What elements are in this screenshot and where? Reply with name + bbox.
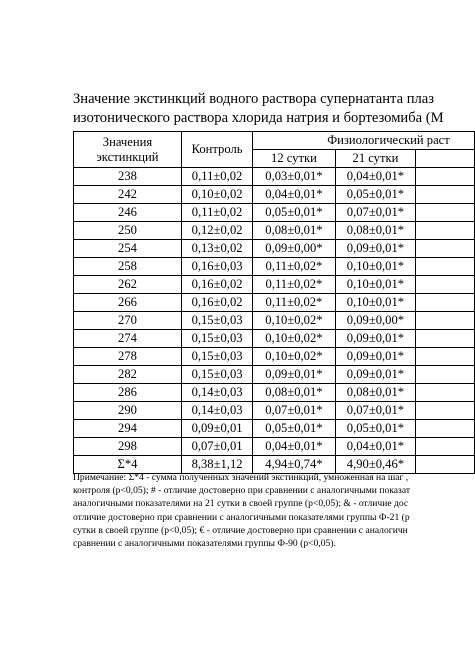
table-cell: 242 bbox=[74, 186, 182, 204]
table-cell: 0,10±0,01* bbox=[335, 276, 416, 294]
table-row bbox=[74, 312, 475, 330]
table-cell-cut-off bbox=[416, 402, 475, 420]
table-note bbox=[73, 471, 475, 550]
table-cell: 0,10±0,01* bbox=[335, 294, 416, 312]
header-day-21: 21 сутки bbox=[335, 150, 416, 168]
note-line-6: сравнении с аналогичными показателями группы Ф-90 (p<0,05). bbox=[73, 538, 336, 550]
table-cell: 0,12±0,02 bbox=[181, 222, 252, 240]
table-cell: 0,09±0,00* bbox=[253, 240, 335, 258]
table-row bbox=[74, 186, 475, 204]
table-cell: 270 bbox=[74, 312, 182, 330]
table-row bbox=[74, 384, 475, 402]
table-cell: Σ*4 bbox=[74, 456, 182, 474]
table-cell: 0,04±0,01* bbox=[335, 168, 416, 186]
table-cell: 258 bbox=[74, 258, 182, 276]
table-cell: 0,08±0,01* bbox=[253, 222, 335, 240]
table-row bbox=[74, 204, 475, 222]
table-cell: 0,16±0,02 bbox=[181, 276, 252, 294]
table-cell: 0,09±0,01* bbox=[335, 366, 416, 384]
table-cell: 0,04±0,01* bbox=[253, 438, 335, 456]
table-cell: 0,04±0,01* bbox=[253, 186, 335, 204]
table-cell-cut-off bbox=[416, 204, 475, 222]
table-cell: 0,10±0,02* bbox=[253, 348, 335, 366]
table-cell: 0,09±0,01* bbox=[335, 348, 416, 366]
table-cell: 0,14±0,03 bbox=[181, 402, 252, 420]
table-cell: 0,10±0,02 bbox=[181, 186, 252, 204]
header-physiological-group: Физиологический раст bbox=[253, 132, 475, 150]
caption-line-1: Значение экстинкций водного раствора супернатанта плаз bbox=[73, 91, 435, 107]
table-cell-cut-off bbox=[416, 258, 475, 276]
table-cell: 0,08±0,01* bbox=[335, 384, 416, 402]
header-cut-off bbox=[416, 150, 475, 168]
table-cell: 0,07±0,01 bbox=[181, 438, 252, 456]
table-cell-cut-off bbox=[416, 222, 475, 240]
table-cell: 0,05±0,01* bbox=[253, 204, 335, 222]
table-cell-cut-off bbox=[416, 384, 475, 402]
table-cell: 0,09±0,00* bbox=[335, 312, 416, 330]
table-cell: 0,14±0,03 bbox=[181, 384, 252, 402]
table-cell: 0,11±0,02* bbox=[253, 258, 335, 276]
table-cell: 0,15±0,03 bbox=[181, 348, 252, 366]
table-cell-cut-off bbox=[416, 294, 475, 312]
table-cell: 266 bbox=[74, 294, 182, 312]
table-cell: 298 bbox=[74, 438, 182, 456]
table-cell: 250 bbox=[74, 222, 182, 240]
note-line-1: Примечание: Σ*4 - сумма полученных значений экстинкций, умноженная на шаг , bbox=[73, 472, 409, 483]
table-cell: 0,05±0,01* bbox=[335, 186, 416, 204]
header-control: Контроль bbox=[181, 132, 252, 168]
table-cell: 0,15±0,03 bbox=[181, 312, 252, 330]
table-row bbox=[74, 402, 475, 420]
table-cell-cut-off bbox=[416, 312, 475, 330]
table-body bbox=[74, 168, 475, 474]
table-cell: 294 bbox=[74, 420, 182, 438]
table-cell: 0,03±0,01* bbox=[253, 168, 335, 186]
table-cell: 0,04±0,01* bbox=[335, 438, 416, 456]
table-row bbox=[74, 438, 475, 456]
note-line-3: аналогичными показателями на 21 сутки в своей группе (p<0,05); & - отличие дос bbox=[73, 498, 409, 510]
table-cell: 290 bbox=[74, 402, 182, 420]
table-cell: 4,90±0,46* bbox=[335, 456, 416, 474]
header-day-12: 12 сутки bbox=[253, 150, 335, 168]
table-row bbox=[74, 330, 475, 348]
header-extinction-line-1: Значения bbox=[102, 134, 153, 149]
table-row bbox=[74, 420, 475, 438]
table-cell: 0,11±0,02 bbox=[181, 168, 252, 186]
table-cell: 0,07±0,01* bbox=[253, 402, 335, 420]
table-cell: 0,09±0,01 bbox=[181, 420, 252, 438]
caption-line-2: изотонического раствора хлорида натрия и бортезомиба (М bbox=[73, 110, 444, 126]
table-row bbox=[74, 258, 475, 276]
table-cell: 286 bbox=[74, 384, 182, 402]
table-cell: 0,08±0,01* bbox=[253, 384, 335, 402]
table-row bbox=[74, 348, 475, 366]
table-cell: 282 bbox=[74, 366, 182, 384]
table-cell: 0,16±0,03 bbox=[181, 258, 252, 276]
table-cell: 0,11±0,02 bbox=[181, 204, 252, 222]
table-cell: 0,09±0,01* bbox=[253, 366, 335, 384]
table-cell: 0,05±0,01* bbox=[253, 420, 335, 438]
note-line-4: отличие достоверно при сравнении с аналогичными показателями группы Ф-21 (р bbox=[73, 511, 410, 523]
table-cell: 0,10±0,02* bbox=[253, 312, 335, 330]
table-cell: 238 bbox=[74, 168, 182, 186]
table-cell: 274 bbox=[74, 330, 182, 348]
table-cell: 0,16±0,02 bbox=[181, 294, 252, 312]
table-cell: 246 bbox=[74, 204, 182, 222]
table-cell: 262 bbox=[74, 276, 182, 294]
table-cell: 0,11±0,02* bbox=[253, 294, 335, 312]
table-cell-cut-off bbox=[416, 366, 475, 384]
note-line-5: сутки в своей группе (p<0,05); € - отличие достоверно при сравнении с аналогичн bbox=[73, 524, 408, 536]
table-row bbox=[74, 366, 475, 384]
table-cell-cut-off bbox=[416, 438, 475, 456]
table-row bbox=[74, 276, 475, 294]
table-cell: 0,09±0,01* bbox=[335, 330, 416, 348]
table-cell: 0,07±0,01* bbox=[335, 402, 416, 420]
note-line-2: контроля (p<0,05); # - отличие достоверно при сравнении с аналогичными показат bbox=[73, 485, 411, 497]
table-row bbox=[74, 168, 475, 186]
table-cell: 0,05±0,01* bbox=[335, 420, 416, 438]
extinction-table bbox=[73, 131, 475, 474]
table-cell: 0,09±0,01* bbox=[335, 240, 416, 258]
table-cell-cut-off bbox=[416, 240, 475, 258]
table-cell-cut-off bbox=[416, 276, 475, 294]
table-caption bbox=[73, 90, 475, 128]
table-row bbox=[74, 294, 475, 312]
table-cell: 0,10±0,02* bbox=[253, 330, 335, 348]
table-cell-cut-off bbox=[416, 330, 475, 348]
table-cell: 0,13±0,02 bbox=[181, 240, 252, 258]
table-cell: 0,10±0,01* bbox=[335, 258, 416, 276]
table-cell: 8,38±1,12 bbox=[181, 456, 252, 474]
header-extinction-values bbox=[74, 132, 182, 168]
table-cell: 278 bbox=[74, 348, 182, 366]
header-extinction-line-2: экстинкций bbox=[96, 149, 159, 164]
table-cell: 0,07±0,01* bbox=[335, 204, 416, 222]
table-cell: 0,08±0,01* bbox=[335, 222, 416, 240]
table-row bbox=[74, 222, 475, 240]
table-cell: 4,94±0,74* bbox=[253, 456, 335, 474]
table-cell: 254 bbox=[74, 240, 182, 258]
table-cell: 0,15±0,03 bbox=[181, 366, 252, 384]
table-row bbox=[74, 240, 475, 258]
table-cell-cut-off bbox=[416, 186, 475, 204]
table-cell-cut-off bbox=[416, 168, 475, 186]
table-cell-cut-off bbox=[416, 420, 475, 438]
table-cell: 0,11±0,02* bbox=[253, 276, 335, 294]
table-cell: 0,15±0,03 bbox=[181, 330, 252, 348]
table-cell-cut-off bbox=[416, 348, 475, 366]
